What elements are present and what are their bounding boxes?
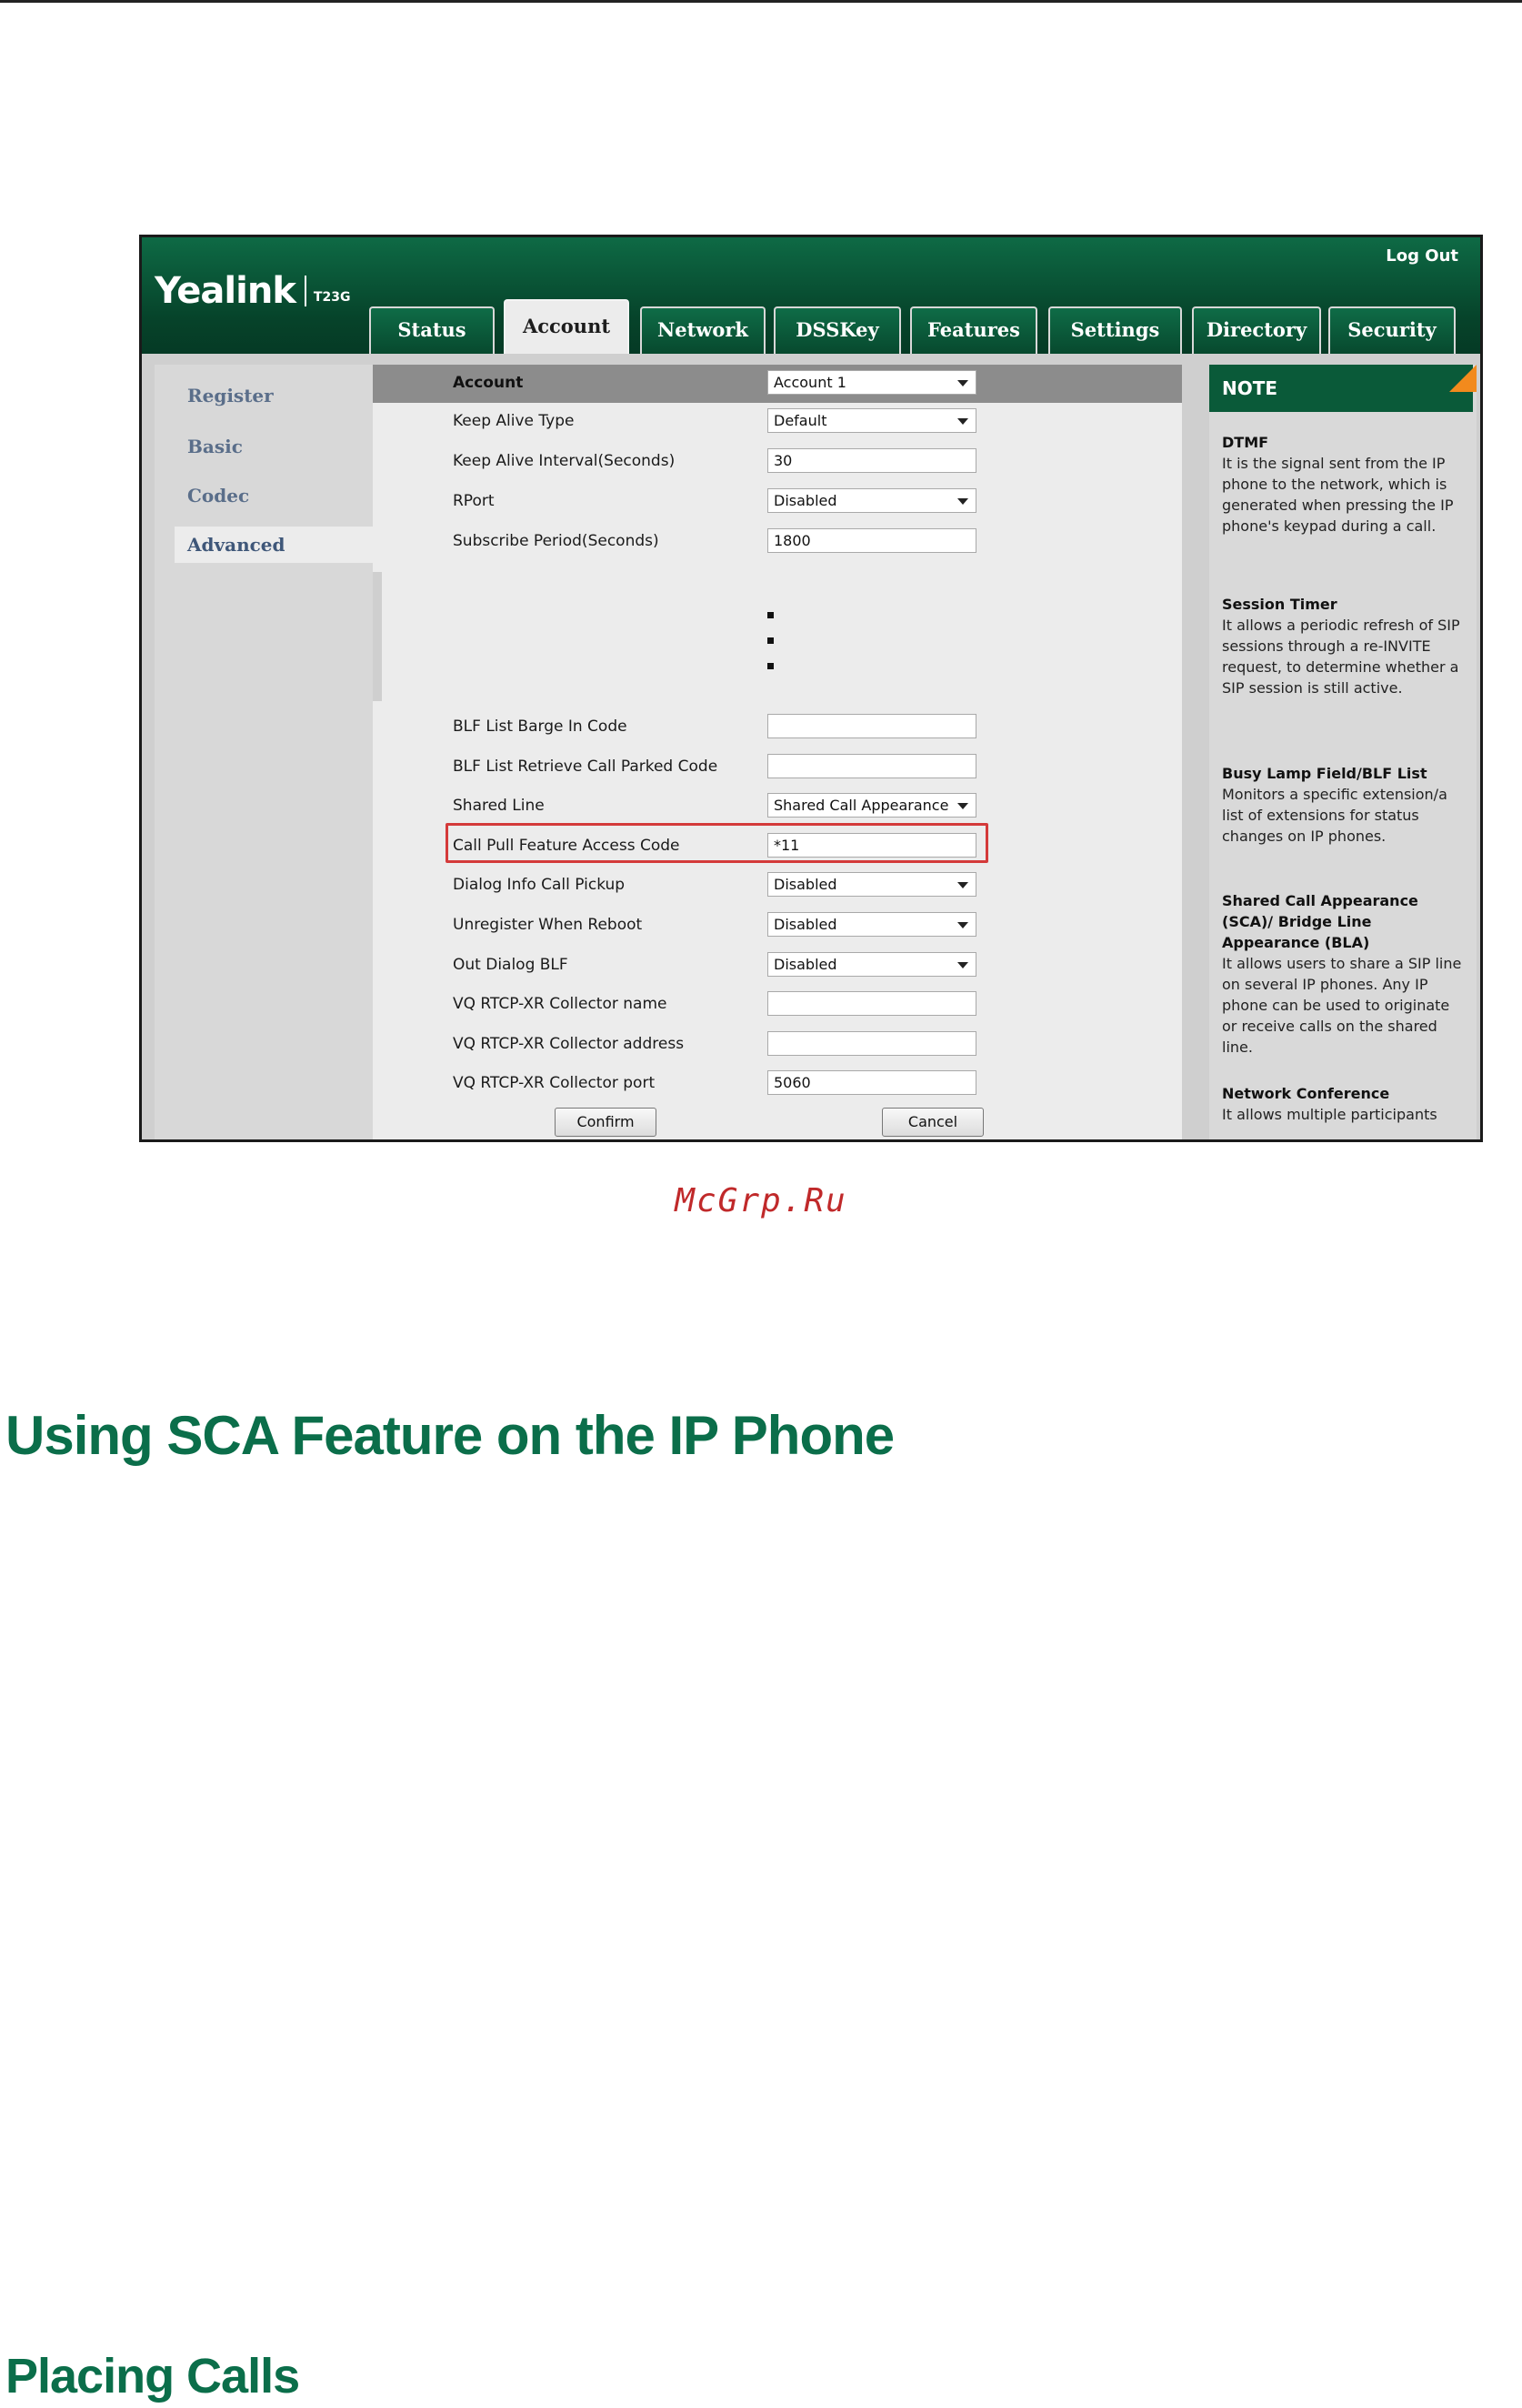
sidebar-item-advanced[interactable]: Advanced (175, 527, 375, 563)
field-input[interactable] (767, 714, 976, 738)
chevron-down-icon (957, 418, 968, 425)
field-label: RPort (453, 492, 495, 510)
form-row (373, 1065, 1182, 1101)
note-section-body: It allows a periodic refresh of SIP sessions through a re-INVITE request, to determine whether a SIP session is still active. (1222, 617, 1460, 697)
field-input[interactable] (767, 754, 976, 778)
tab-network[interactable]: Network (640, 306, 766, 354)
main-tabs (142, 237, 1480, 354)
field-input[interactable] (767, 1031, 976, 1056)
cancel-button[interactable]: Cancel (882, 1108, 984, 1137)
note-section-body: It is the signal sent from the IP phone to the network, which is generated when pressing the IP phone's keypad during a call. (1222, 455, 1454, 535)
yealink-logo: Yealink T23G (155, 270, 351, 312)
form-row (373, 828, 1182, 864)
note-corner-icon (1449, 365, 1477, 392)
field-label: Call Pull Feature Access Code (453, 836, 680, 855)
note-section-title: Shared Call Appearance (SCA)/ Bridge Line Appearance (BLA) (1222, 892, 1418, 951)
note-section-title: Busy Lamp Field/BLF List (1222, 765, 1427, 782)
note-section (1222, 763, 1467, 847)
left-nav (155, 365, 373, 1142)
form-row (373, 788, 1182, 824)
section-heading-placing-calls: Placing Calls (5, 2349, 300, 2403)
account-header-row (373, 365, 1182, 403)
field-label: Out Dialog BLF (453, 955, 568, 974)
tab-settings[interactable]: Settings (1048, 306, 1182, 354)
note-header: NOTE (1209, 365, 1473, 412)
note-section-body: It allows users to share a SIP line on several IP phones. Any IP phone can be used to originate or receive calls on the shared line. (1222, 955, 1462, 1056)
top-rule (0, 0, 1522, 3)
field-label: VQ RTCP-XR Collector port (453, 1074, 656, 1093)
field-input[interactable] (767, 991, 976, 1016)
field-select[interactable]: Disabled (767, 488, 976, 513)
field-select[interactable]: Disabled (767, 952, 976, 977)
note-section (1222, 594, 1467, 698)
form-row (373, 867, 1182, 903)
chevron-down-icon (957, 922, 968, 928)
watermark: McGrp.Ru (675, 1182, 847, 1219)
note-section (1222, 432, 1467, 537)
note-section (1222, 1083, 1467, 1125)
note-section (1222, 890, 1467, 1058)
field-select[interactable]: Shared Call Appearance (767, 793, 976, 818)
field-label: Dialog Info Call Pickup (453, 876, 626, 895)
confirm-button[interactable]: Confirm (555, 1108, 656, 1137)
field-label: Unregister When Reboot (453, 916, 643, 934)
field-input[interactable]: 5060 (767, 1070, 976, 1095)
field-label: Subscribe Period(Seconds) (453, 532, 659, 550)
chevron-down-icon (957, 882, 968, 888)
field-select[interactable]: Disabled (767, 912, 976, 937)
account-label: Account (453, 374, 524, 392)
field-label: BLF List Barge In Code (453, 717, 627, 736)
chevron-down-icon (957, 962, 968, 968)
account-form (373, 365, 1182, 1142)
chevron-down-icon (957, 380, 968, 386)
form-row (373, 907, 1182, 943)
tab-features[interactable]: Features (910, 306, 1037, 354)
content-area (142, 354, 1480, 1142)
form-row (373, 947, 1182, 983)
tab-account[interactable]: Account (504, 299, 629, 356)
sidebar-item-register[interactable]: Register (187, 385, 274, 406)
field-label: BLF List Retrieve Call Parked Code (453, 757, 718, 776)
account-select[interactable]: Account 1 (767, 370, 976, 395)
field-label: Keep Alive Type (453, 412, 575, 430)
note-section-body: It allows multiple participants (1222, 1106, 1437, 1123)
form-row (373, 748, 1182, 785)
note-section-title: DTMF (1222, 434, 1269, 451)
web-ui-screenshot (139, 235, 1483, 1142)
note-section-title: Network Conference (1222, 1085, 1390, 1102)
sidebar-item-codec[interactable]: Codec (187, 485, 250, 507)
field-select[interactable]: Default (767, 408, 976, 433)
field-select[interactable]: Disabled (767, 872, 976, 897)
field-input[interactable]: 30 (767, 448, 976, 473)
note-panel (1209, 365, 1477, 1142)
field-label: Shared Line (453, 797, 545, 816)
form-row (373, 403, 1182, 439)
form-row (373, 523, 1182, 559)
sidebar-item-basic[interactable]: Basic (187, 436, 243, 457)
note-section-title: Session Timer (1222, 596, 1337, 613)
form-row (373, 1026, 1182, 1062)
tab-directory[interactable]: Directory (1192, 306, 1321, 354)
chevron-down-icon (957, 498, 968, 505)
section-heading: Using SCA Feature on the IP Phone (5, 1405, 895, 1466)
tab-status[interactable]: Status (369, 306, 495, 354)
form-row (373, 986, 1182, 1022)
form-row (373, 483, 1182, 519)
logout-link[interactable]: Log Out (1386, 246, 1458, 266)
chevron-down-icon (957, 803, 968, 809)
field-input[interactable]: 1800 (767, 528, 976, 553)
field-label: VQ RTCP-XR Collector name (453, 995, 667, 1014)
form-row (373, 708, 1182, 745)
note-section-body: Monitors a specific extension/a list of extensions for status changes on IP phones. (1222, 786, 1447, 845)
tab-dsskey[interactable]: DSSKey (774, 306, 901, 354)
field-label: VQ RTCP-XR Collector address (453, 1034, 685, 1053)
tab-security[interactable]: Security (1328, 306, 1456, 354)
form-row (373, 443, 1182, 479)
field-input[interactable]: *11 (767, 833, 976, 858)
field-label: Keep Alive Interval(Seconds) (453, 452, 676, 470)
